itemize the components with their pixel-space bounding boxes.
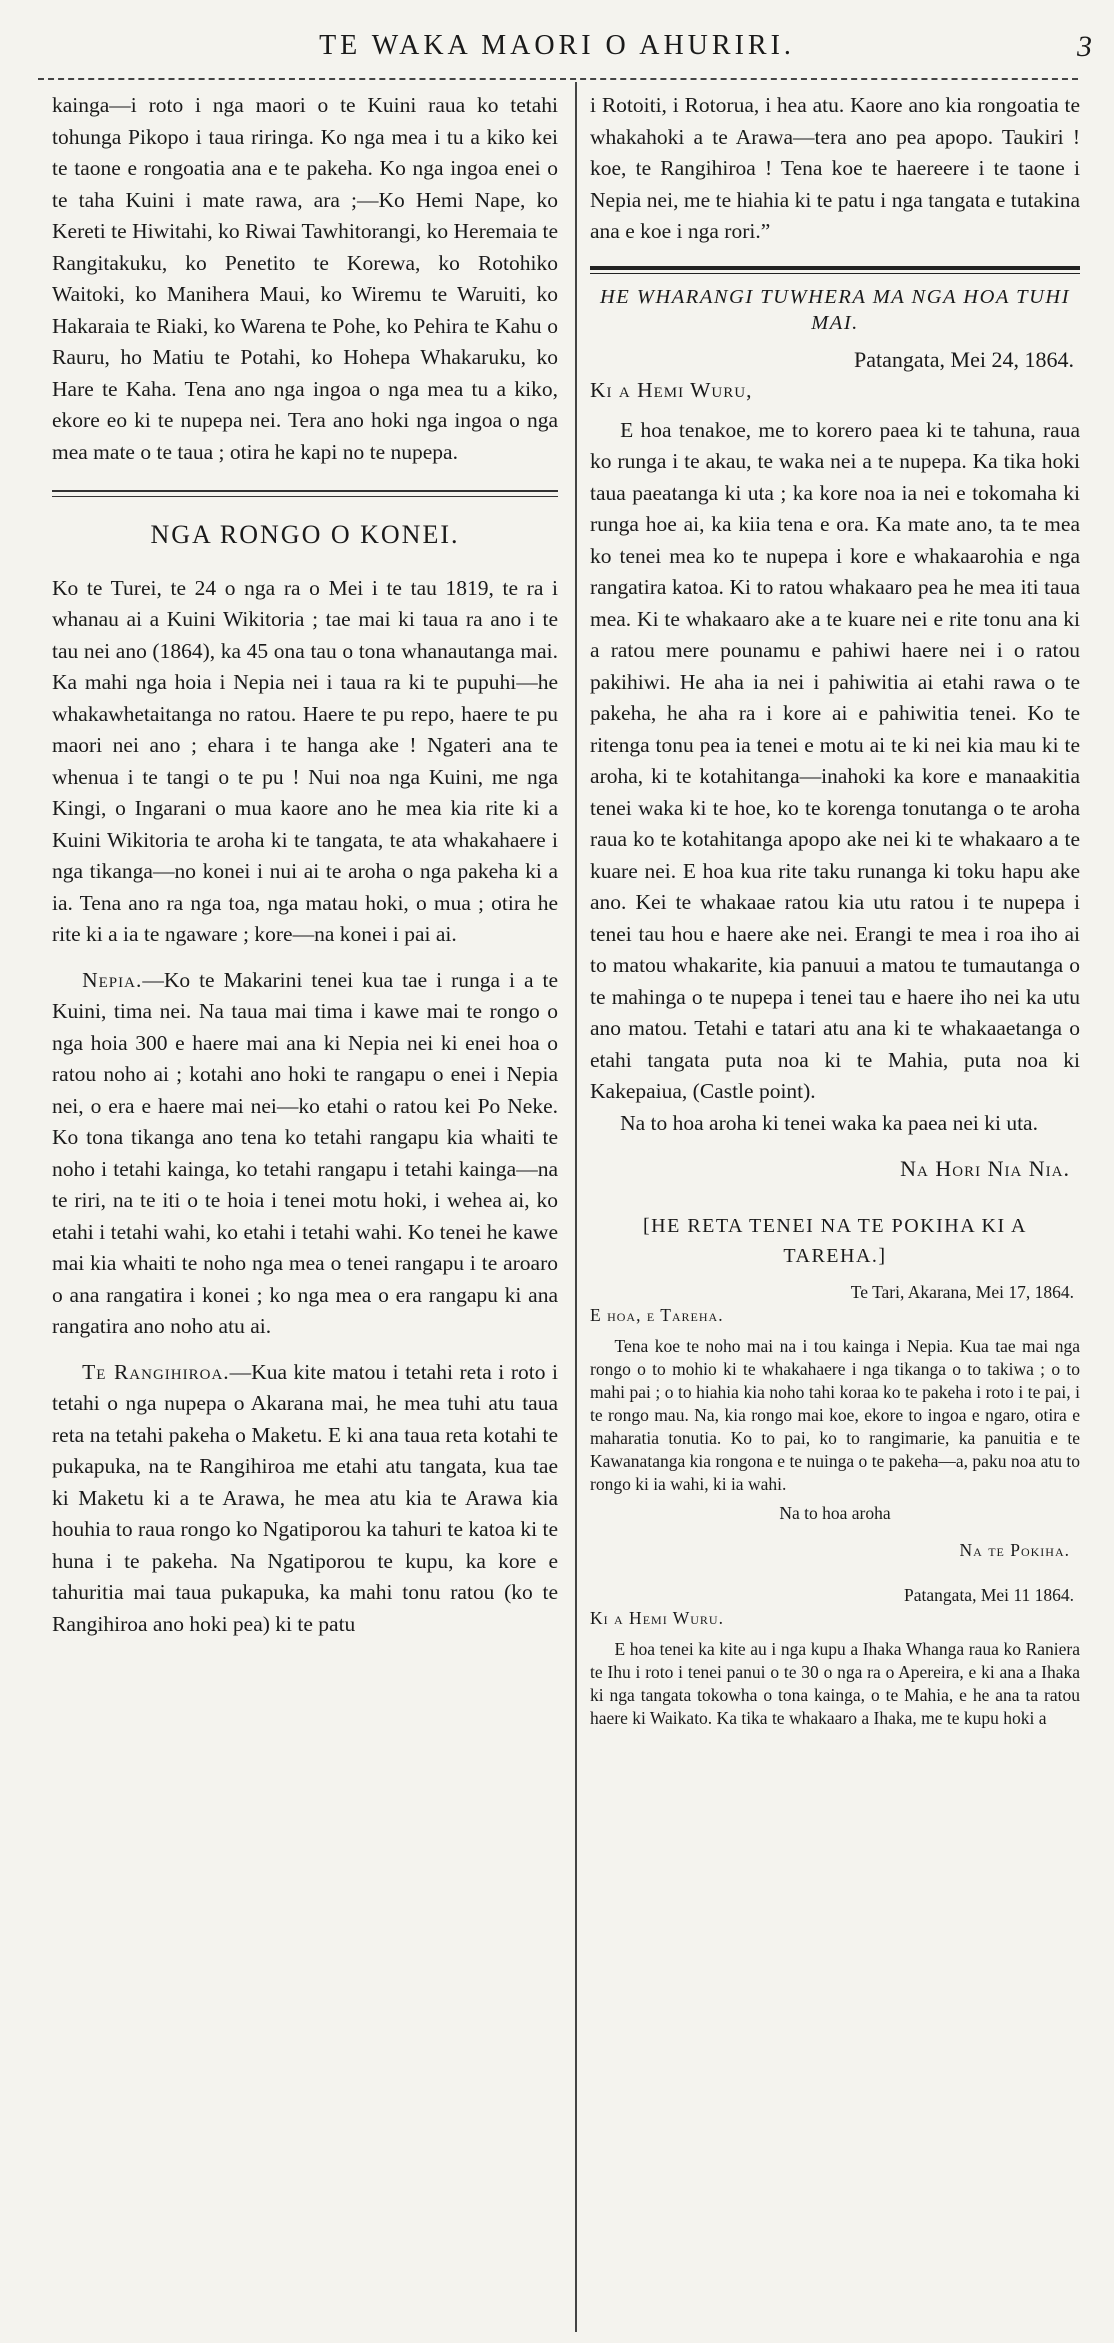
news-paragraph-rangihiroa — [52, 1357, 558, 1641]
news-heading: NGA RONGO O KONEI. — [150, 520, 460, 549]
section-rule — [52, 490, 558, 492]
newspaper-title: TE WAKA MAORI O AHURIRI. — [319, 30, 795, 61]
letter2-signature: Na te Pokiha. — [959, 1539, 1070, 1560]
news-paragraph-birthday: Ko te Turei, te 24 o nga ra o Mei i te tau 1819, te ra i whanau ai a Kuini Wikitoria ; tae mai ki taua ra ano i te tau nei ano (1864), ka 45 ona tau o tona whanautanga mai. Ka mahi nga hoia i Nepia nei i taua ra ki te pupuhi—he whakawhetaitanga no ratou. Haere te pu repo, haere te pu maori nei ano ; ehara i te hanga ake ! Ngateri ana te whenua i te tangi o te pu ! Nui noa nga Kuini, me nga Kingi, o Ingarani o mua kaore ano he mea kia rite ki a Kuini Wikitoria te aroha ki te tangata, te ata whakahaere i nga tikanga—no konei i nui ai te aroha o nga pakeha ki a ia. Tena ano ra nga toa, nga matau hoki, o mua ; otira he rite ki a ia te ngaware ; kore—na konei i pai ai. — [52, 575, 558, 946]
letter1-closing: Na to hoa aroha ki tenei waka ka paea nei ki uta. — [620, 1110, 1038, 1135]
letter2-closing: Na to hoa aroha — [779, 1502, 891, 1523]
letter2-heading: [HE RETA TENEI NA TE POKIHA KI A TAREHA.] — [643, 1214, 1027, 1267]
section-rule-thin — [52, 496, 558, 497]
right-column — [590, 90, 1080, 2335]
letter2-salutation: E hoa, e Tareha. — [590, 1304, 724, 1325]
letter1-salutation: Ki a Hemi Wuru, — [590, 378, 753, 402]
double-rule-lower — [590, 273, 1080, 274]
rangihiroa-label: Te Rangihiroa. — [82, 1359, 230, 1384]
left-column — [52, 90, 558, 2335]
continued-article: kainga—i roto i nga maori o te Kuini raua ko tetahi tohunga Pikopo i taua riringa. Ko nga mea i tu a kiko kei te taone e rongoatia ana e te pakeha. Ko nga ingoa enei o te taha Kuini i mate rawa, ara ;—Ko Hemi Nape, ko Kereti te Hiwitahi, ko Riwai Tawhitorangi, ko Heremaia te Rangitakuku, ko Penetito te Korewa, ko Rotohiko Waitoki, ko Manihera Maui, ko Wiremu te Waruiti, ko Hakaraia te Riaki, ko Warena te Pohe, ko Pehira te Kahu o Rauru, ho Matiu te Potahi, ko Hohepa Whakaruku, ko Hare te Kaha. Tena ano nga ingoa o nga mea tu a kiko, ekore eo ki te nupepa nei. Tera ano hoki nga ingoa o nga mea mate o te taua ; otira he kapi no te nupepa. — [52, 93, 558, 464]
nepia-label: Nepia. — [82, 967, 143, 992]
continued-article-right: i Rotoiti, i Rotorua, i hea atu. Kaore ano kia rongoatia te whakahoki a te Arawa—tera ano pea apopo. Taukiri ! koe, te Rangihiroa ! Tena koe te haereere i te taone i Nepia nei, me te hiahia ki te patu i nga tangata e tutakina ana e koe i nga rori.” — [590, 93, 1080, 243]
double-rule — [590, 266, 1080, 270]
news-paragraph-nepia — [52, 965, 558, 1343]
letter1-dateline: Patangata, Mei 24, 1864. — [854, 346, 1074, 372]
column-divider — [575, 82, 577, 2332]
letter3-salutation: Ki a Hemi Wuru. — [590, 1607, 724, 1628]
nepia-text: —Ko te Makarini tenei kua tae i runga i a te Kuini, tima nei. Na taua mai tima i kawe mai te rongo o nga hoia 300 e haere mai ana ki Nepia nei ki enei hoa o ratou noho ai ; kotahi ano hoki te rangapu o enei i Nepia nei, o era e haere mai nei—ko etahi o ratou kei Po Neke. Ko tona tikanga ano tena ko tetahi rangapu kia whaiti te noho i tetahi kainga, ko tetahi rangapu i tetahi kainga—na te riri, na te iti o te hoia i tenei motu hoki, i wehea ai, ko etahi i tetahi wahi, ko etahi i tetahi wahi. Ko tenei he kawe mai kia whaiti te noho nga mea o tenei rangapu i te aroaro o ana rangatira i konei ; ko nga mea o era rangapu ki ana rangatira ano noho atu ai. — [52, 967, 558, 1338]
header-rule — [38, 78, 1078, 80]
letter3-body: E hoa tenei ka kite au i nga kupu a Ihaka Whanga raua ko Raniera te Ihu i roto i tenei panui o te 30 o nga ra o Apereira, e ki ana a Ihaka ki nga tangata tokowha o tona kainga, o te Mahia, e he ana ta ratou haere ki Waikato. Ka tika te whakaaro a Ihaka, me te kupu hoki a — [590, 1638, 1080, 1728]
masthead — [0, 30, 1114, 76]
letter2-body: Tena koe te noho mai na i tou kainga i Nepia. Kua tae mai nga rongo o to mohio ki te whakahaere i nga tikanga o to takiwa ; o to mahi pai ; o to hiahia kia noho tahi koraa ko te pakeha i roto i te pai, i te rongo mau. Na, kia rongo mai koe, ekore to ingoa e ngaro, otira e maharatia tonutia. Ko to pai, ko to rangimarie, ka panuitia e te Kawanatanga kia rongona e te nuinga o te pakeha—a, paku noa atu to rongo ki ia wahi, ki ia wahi. — [590, 1335, 1080, 1494]
open-letters-heading: HE WHARANGI TUWHERA MA NGA HOA TUHI MAI. — [599, 285, 1071, 334]
letter2-dateline: Te Tari, Akarana, Mei 17, 1864. — [850, 1281, 1074, 1302]
letter1-body: E hoa tenakoe, me to korero paea ki te tahuna, raua ko runga i te akau, te waka nei a te nupepa. Ka tika hoki taua paeatanga ki uta ; ka kore noa ia nei e tokomaha ki runga hoe ai, ka kiia tena e ora. Ka mate ano, ta te mea ko tenei mea ko te nupepa i kore e whakaarohia e nga rangatira katoa. Ki to ratou whakaaro pea he mea iti taua mea. Ki te whakaaro ake a te kuare nei e rite tonu ana ki a ratou mere pounamu e pahiwi haere nei i o ratou pakihiwi. He aha ia nei i pahiwitia ai etahi rawa o te pakeha, he aha ra i kore ai e pahiwitia tenei. Ko te ritenga tonu pea ia tenei e motu ai te ki nei kia mau ki te aroha, ki te kotahitanga—inahoki ka kore e manaakitia tenei waka ki te hoe, ko te korenga tonutanga o te aroha raua ko te kotahitanga apopo ake nei ki te whakaaro a te kuare nei. E hoa kua rite taku runanga ki toku hapu ake ano. Kei te whakaae ratou kia utu ratou i te nupepa i tenei tau hou e haere ake nei. Erangi te mea i roa iho ai to matou whakarite, kia panuui a matou te tumautanga o te mahinga o te nupepa i tenei tau e haere iho nei ka utu ano matou. Tetahi e tatari atu ana ki te whakaaetanga o etahi tangata puta noa ki te Mahia, puta noa ki Kakepaiua, (Castle point). — [590, 417, 1080, 1103]
letter1-signature: Na Hori Nia Nia. — [900, 1156, 1070, 1181]
letter3-dateline: Patangata, Mei 11 1864. — [904, 1584, 1074, 1605]
page-number: 3 — [1077, 30, 1092, 63]
rangihiroa-text: —Kua kite matou i tetahi reta i roto i tetahi o nga nupepa o Akarana mai, he mea tuhi atu taua reta na tetahi pakeha o Maketu. E ki ana taua reta kotahi te pukapuka, na te Rangihiroa me etahi atu tangata, kua tae ki Maketu ki a te Arawa, he mea atu kia te Arawa kia houhia to raua rongo ko Ngatiporou ka tahuri te katoa ki te huna i te pakeha. Na Ngatiporou te kupu, ka kore e tahuritia mai taua pukapuka, ka mahi tonu ratou (ko te Rangihiroa ano hoki pea) ki te patu — [52, 1359, 558, 1636]
